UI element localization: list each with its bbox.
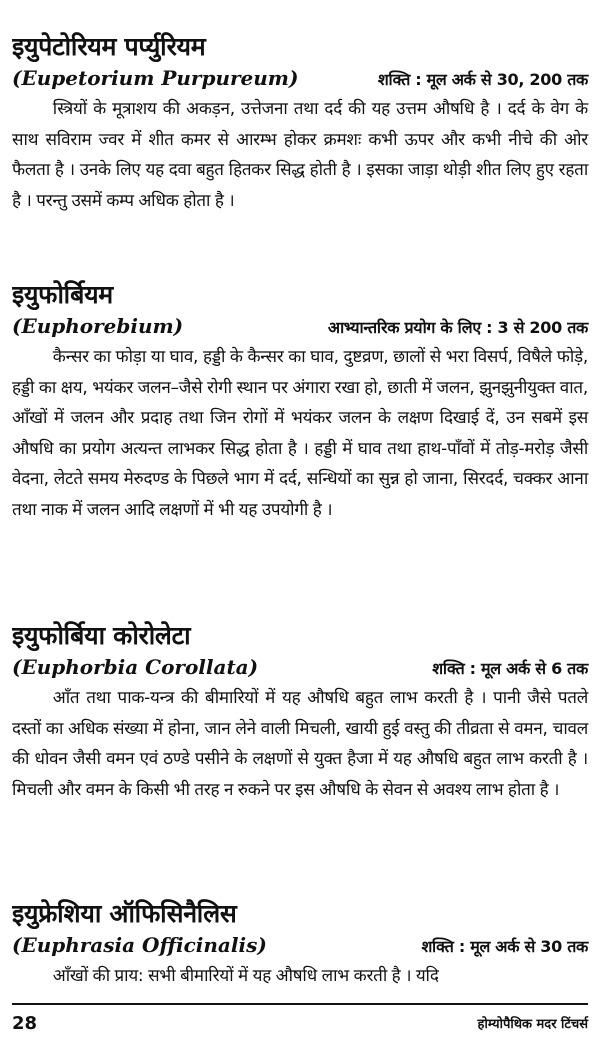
- potency-note: शक्ति : मूल अर्क से 6 तक: [432, 659, 588, 678]
- entry-subheading: [12, 929, 588, 961]
- potency-note: शक्ति : मूल अर्क से 30, 200 तक: [377, 70, 588, 89]
- page-footer: [12, 1010, 588, 1036]
- entry-heading: इयुफोर्बिया कोरोलेटा: [12, 621, 191, 650]
- entry-description: आँखों की प्राय: सभी बीमारियों में यह औषधि लाभ करती है । यदि: [52, 966, 439, 986]
- entry-euphorbium: [12, 280, 588, 525]
- latin-name: (Euphorebium): [12, 314, 184, 338]
- entry-eupatorium-purpureum: [12, 32, 588, 216]
- entry-description: कैन्सर का फोड़ा या घाव, हड्डी के कैन्सर का घाव, दुष्टव्रण, छालों से भरा विसर्प, विषैले फोड़े, हड्डी का क्षय, भयंकर जलन–जैसे रोगी स्थान पर अंगारा रखा हो, छाती में जलन, झुनझुनीयुक्त वात, आँखों में जलन और प्रदाह तथा जिन रोगों में भयंकर जलन के लक्षण दिखाई दें, उन सबमें इस औषधि का प्रयोग अत्यन्त लाभकर सिद्ध होता है । हड्डी में घाव तथा हाथ-पाँवों में तोड़-मरोड़ जैसी वेदना, लेटते समय मेरुदण्ड के पिछले भाग में दर्द, सन्धियों का सुन्न हो जाना, सिरदर्द, चक्कर आना तथा नाक में जलन आदि लक्षणों में भी यह उपयोगी है ।: [12, 347, 588, 520]
- page-number: 28: [12, 1012, 38, 1034]
- entry-euphorbia-corollata: [12, 621, 588, 805]
- entry-subheading: [12, 651, 588, 683]
- potency-note: आभ्यान्तरिक प्रयोग के लिए : 3 से 200 तक: [327, 318, 588, 337]
- latin-name: (Euphrasia Officinalis): [12, 933, 267, 957]
- entry-euphrasia-officinalis: [12, 899, 588, 992]
- entry-heading: इयुपेटोरियम पर्प्युरियम: [12, 32, 206, 61]
- latin-name: (Euphorbia Corollata): [12, 655, 259, 679]
- latin-name: (Eupetorium Purpureum): [12, 66, 299, 90]
- entry-subheading: [12, 62, 588, 94]
- entry-heading: इयुफोर्बियम: [12, 280, 113, 309]
- entry-description: आँत तथा पाक-यन्त्र की बीमारियों में यह औषधि बहुत लाभ करती है । पानी जैसे पतले दस्तों का अधिक संख्या में होना, जान लेने वाली मिचली, खायी हुई वस्तु की तीव्रता से वमन, चावल की धोवन जैसी वमन एवं ठण्डे पसीने के लक्षणों से युक्त हैजा में यह औषधि बहुत लाभ करती है । मिचली और वमन के किसी भी तरह न रुकने पर इस औषधि के सेवन से अवश्य लाभ होता है ।: [12, 688, 588, 800]
- running-title: होम्योपैथिक मदर टिंचर्स: [477, 1017, 588, 1032]
- entry-heading: इयुफ्रेशिया ऑफिसिनैलिस: [12, 899, 237, 928]
- potency-note: शक्ति : मूल अर्क से 30 तक: [421, 937, 588, 956]
- entry-description: स्त्रियों के मूत्राशय की अकड़न, उत्तेजना तथा दर्द की यह उत्तम औषधि है । दर्द के वेग के साथ सविराम ज्वर में शीत कमर से आरम्भ होकर क्रमशः कभी ऊपर और कभी नीचे की ओर फैलता है । उनके लिए यह दवा बहुत हितकर सिद्ध होती है । इसका जाड़ा थोड़ी शीत लिए हुए रहता है । परन्तु उसमें कम्प अधिक होता है ।: [12, 99, 588, 211]
- footer-divider: [12, 1003, 588, 1005]
- entry-subheading: [12, 310, 588, 342]
